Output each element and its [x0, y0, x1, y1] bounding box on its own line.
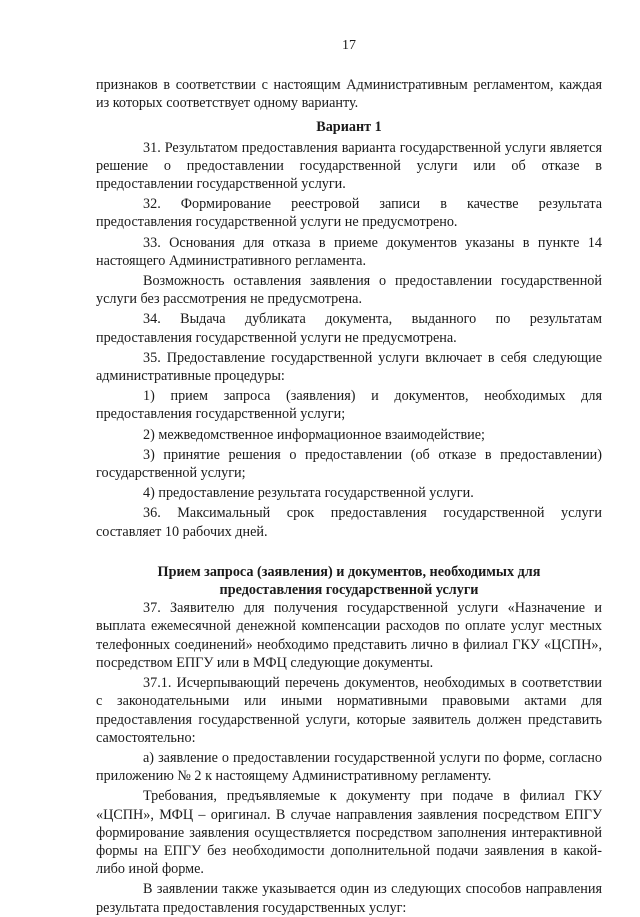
section-heading-line-2: предоставления государственной услуги	[219, 582, 479, 599]
section-heading-line-1: Прием запроса (заявления) и документов, необходимых для	[157, 563, 541, 580]
document-body	[96, 76, 602, 917]
variant-heading: Вариант 1	[316, 119, 382, 136]
procedure-item-2: 2) межведомственное информационное взаимодействие;	[143, 426, 485, 443]
procedure-item-3: 3) принятие решения о предоставлении (об отказе в предоставлении) государственной услуги;	[96, 446, 602, 482]
paragraph-37: 37. Заявителю для получения государственной услуги «Назначение и выплата ежемесячной денежной компенсации расходов по оплате услуг местных телефонных соединений» необходимо представить лично в филиал ГКУ «ЦСПН», посредством ЕПГУ или в МФЦ следующие документы.	[96, 600, 602, 671]
paragraph-33-note: Возможность оставления заявления о предоставлении государственной услуги без рассмотрения не предусмотрена.	[96, 273, 602, 308]
paragraph-37-1: 37.1. Исчерпывающий перечень документов, необходимых в соответствии с законодательными или иными нормативными правовыми актами для предоставления государственной услуги, которые заявитель должен представить самостоятельно:	[96, 675, 602, 746]
requirements-paragraph: Требования, предъявляемые к документу при подаче в филиал ГКУ «ЦСПН», МФЦ – оригинал. В случае направления заявления посредством ЕПГУ формирование заявления осуществляется посредством заполнения интерактивной формы на ЕПГУ без необходимости дополнительной подачи заявления в какой-либо иной форме.	[96, 788, 602, 878]
paragraph-36: 36. Максимальный срок предоставления государственной услуги составляет 10 рабочих дней.	[96, 505, 602, 540]
intro-paragraph: признаков в соответствии с настоящим Административным регламентом, каждая из которых соответствует одному варианту.	[96, 77, 602, 112]
procedure-item-4: 4) предоставление результата государственной услуги.	[143, 485, 474, 502]
paragraph-34: 34. Выдача дубликата документа, выданного по результатам предоставления государственной услуги не предусмотрена.	[96, 311, 602, 346]
paragraph-35: 35. Предоставление государственной услуги включает в себя следующие административные процедуры:	[96, 349, 602, 385]
section-heading	[96, 563, 602, 599]
paragraph-33: 33. Основания для отказа в приеме документов указаны в пункте 14 настоящего Административного регламента.	[96, 234, 602, 269]
result-delivery-paragraph: В заявлении также указывается один из следующих способов направления результата предоставления государственных услуг:	[96, 881, 602, 916]
paragraph-31: 31. Результатом предоставления варианта государственной услуги является решение о предоставлении государственной услуги или об отказе в предоставлении государственной услуги.	[96, 139, 602, 193]
paragraph-37-1-a: а) заявление о предоставлении государственной услуги по форме, согласно приложению № 2 к настоящему Административному регламенту.	[96, 749, 602, 785]
paragraph-32: 32. Формирование реестровой записи в качестве результата предоставления государственной услуги не предусмотрено.	[96, 196, 602, 231]
page-number: 17	[342, 38, 356, 53]
procedure-item-1: 1) прием запроса (заявления) и документов, необходимых для предоставления государственной услуги;	[96, 388, 602, 423]
